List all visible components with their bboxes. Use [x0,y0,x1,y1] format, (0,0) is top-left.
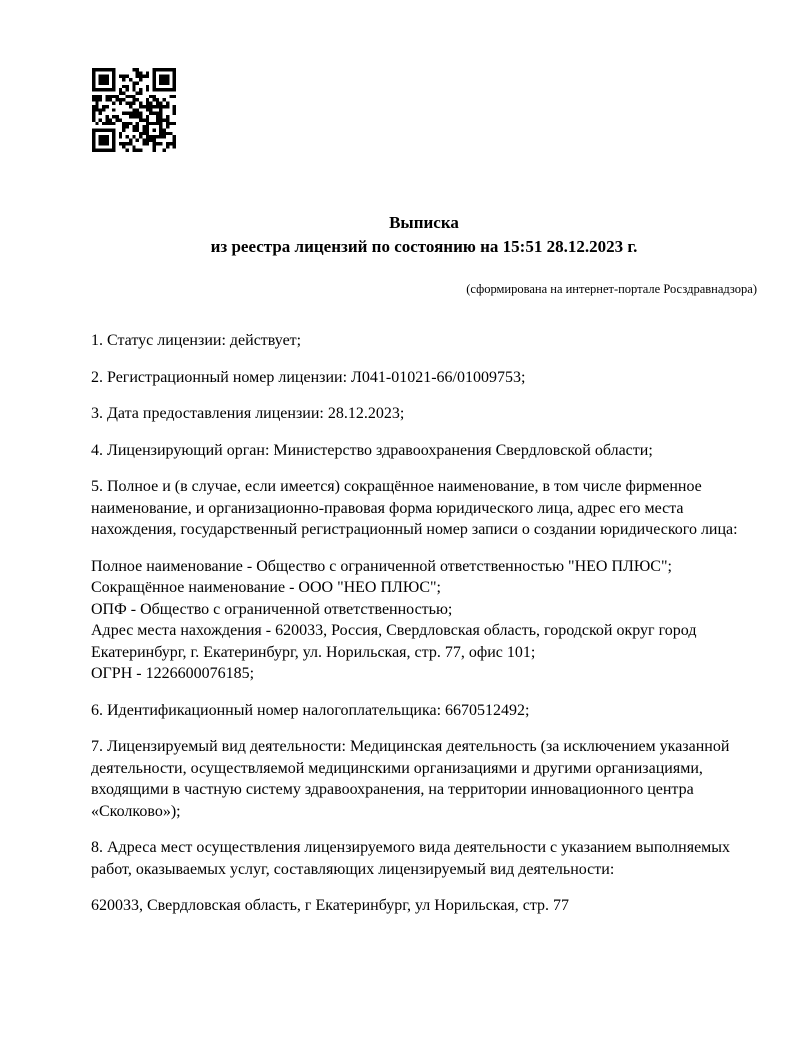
qr-code-image [92,68,176,152]
paragraph-activity-addresses-heading [91,837,757,880]
paragraph-licensed-activity [91,736,757,822]
text-line: 7. Лицензируемый вид деятельности: Медицинская деятельность (за исключением указанной [91,738,730,755]
text-line: Екатеринбург, г. Екатеринбург, ул. Норильская, стр. 77, офис 101; [91,643,536,661]
paragraph-registration-number [91,367,757,389]
qr-code-icon [92,68,176,152]
text-line: работ, оказываемых услуг, составляющих лицензируемый вид деятельности: [91,860,615,878]
text-line: ОПФ - Общество с ограниченной ответственностью; [91,600,453,618]
text-line: входящими в частную систему здравоохранения, на территории инновационного центра [91,781,694,798]
paragraph-entity-details [91,556,757,685]
text-line: ОГРН - 1226600076185; [91,665,255,682]
document-body [91,330,757,932]
paragraph-license-date [91,403,757,425]
text-line: Адрес места нахождения - 620033, Россия, Свердловская область, городской округ город [91,622,697,639]
paragraph-licensing-authority [91,440,757,462]
text-line: наименование, и организационно-правовая форма юридического лица, адрес его места [91,499,684,517]
title-line-2: из реестра лицензий по состоянию на 15:51 28.12.2023 г. [210,237,638,256]
text-line: 4. Лицензирующий орган: Министерство здравоохранения Свердловской области; [91,441,653,459]
paragraph-license-status [91,330,757,352]
text-line: 6. Идентификационный номер налогоплательщика: 6670512492; [91,701,530,719]
text-line: 3. Дата предоставления лицензии: 28.12.2023; [91,405,405,422]
text-line: деятельности, осуществляемой медицинскими организациями и другими организациями, [91,759,703,777]
paragraph-activity-address [91,895,757,917]
paragraph-taxpayer-number [91,700,757,722]
document-title [91,211,757,259]
text-line: «Сколково»); [91,802,181,820]
text-line: нахождения, государственный регистрационный номер записи о создании юридического лица: [91,521,738,538]
text-line: 5. Полное и (в случае, если имеется) сокращённое наименование, в том числе фирменное [91,478,702,495]
text-line: Полное наименование - Общество с ограниченной ответственностью "НЕО ПЛЮС"; [91,557,672,575]
title-line-1: Выписка [389,213,459,232]
document-subtitle: (сформирована на интернет-портале Росздравнадзора) [466,282,757,296]
text-line: Сокращённое наименование - ООО "НЕО ПЛЮС"; [91,579,441,596]
text-line: 2. Регистрационный номер лицензии: Л041-01021-66/01009753; [91,368,526,386]
paragraph-entity-name-heading [91,476,757,541]
text-line: 8. Адреса мест осуществления лицензируемого вида деятельности с указанием выполняемых [91,839,731,856]
text-line: 620033, Свердловская область, г Екатеринбург, ул Норильская, стр. 77 [91,897,570,914]
text-line: 1. Статус лицензии: действует; [91,332,302,349]
